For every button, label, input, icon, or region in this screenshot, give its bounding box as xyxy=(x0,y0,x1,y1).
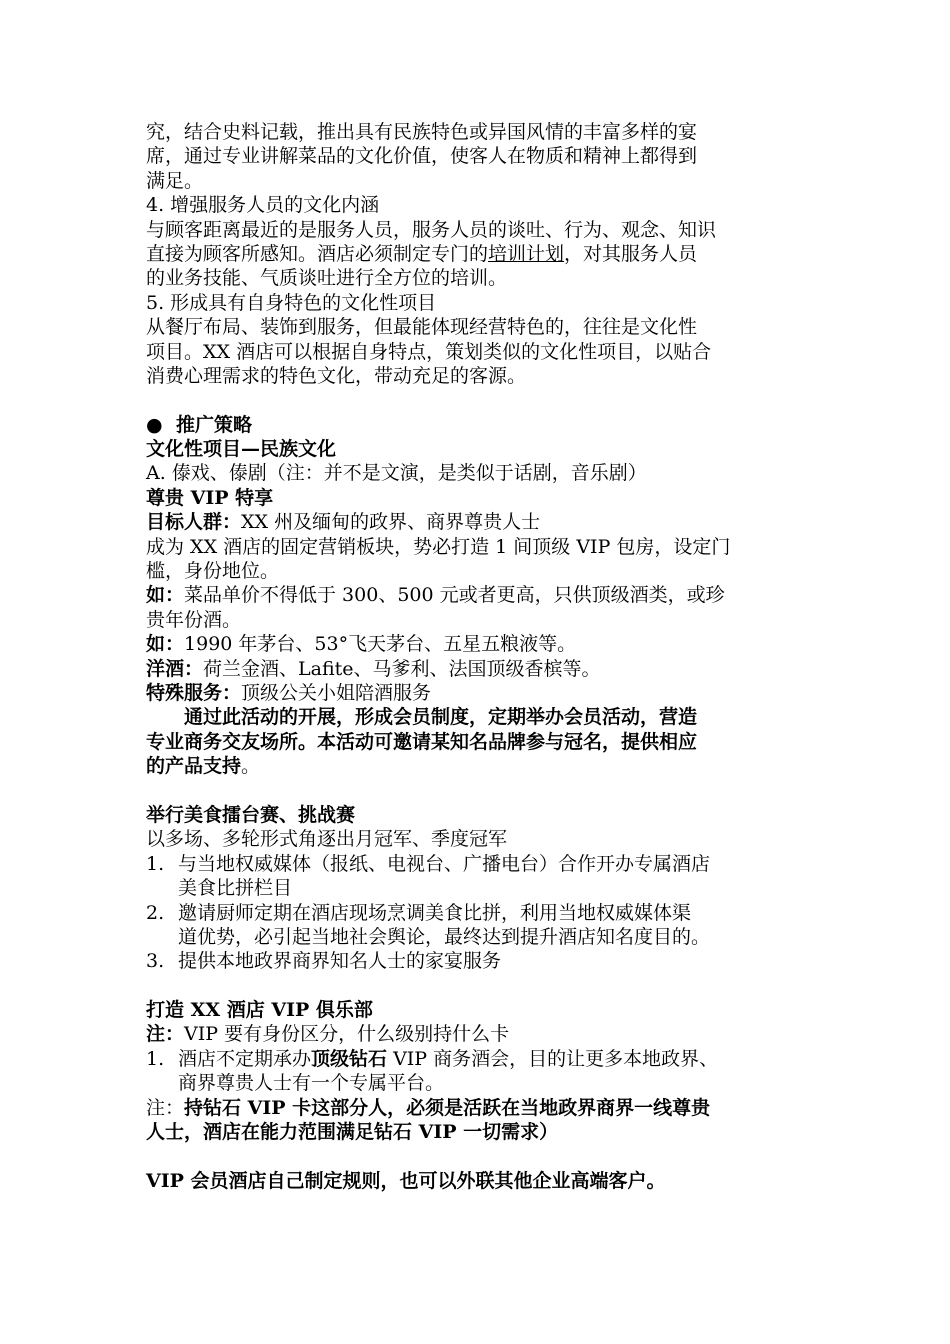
spacer xyxy=(146,1144,792,1168)
bold-paragraph-line xyxy=(146,754,792,778)
list-text: 提供本地政界商界知名人士的家宴服务 xyxy=(178,950,502,973)
bold-paragraph-line: 通过此活动的开展，形成会员制度，定期举办会员活动，营造 xyxy=(184,706,698,729)
paragraph-line xyxy=(146,242,792,266)
note-label: 注： xyxy=(146,1096,185,1119)
paragraph-line: 贵年份酒。 xyxy=(146,608,242,631)
culture-title: 文化性项目—民族文化 xyxy=(146,438,337,461)
list-item-continuation: 商界尊贵人士有一个专属平台。 xyxy=(178,1072,445,1095)
paragraph-line: 席，通过专业讲解菜品的文化价值，使客人在物质和精神上都得到 xyxy=(146,145,698,168)
paragraph-line: 满足。 xyxy=(146,169,204,192)
note-bold-line: 人士，酒店在能力范围满足钻石 VIP 一切需求） xyxy=(146,1121,559,1144)
example-text: 1990 年茅台、53°飞天茅台、五星五粮液等。 xyxy=(184,633,577,656)
list-item-continuation: 美食比拼栏目 xyxy=(178,877,293,900)
special-text: 顶级公关小姐陪酒服务 xyxy=(241,681,432,704)
list-number: 1. xyxy=(146,1047,165,1070)
paragraph-line: 项目。XX 酒店可以根据自身特点，策划类似的文化性项目，以贴合 xyxy=(146,340,712,363)
list-item xyxy=(146,1047,792,1071)
paragraph-line: 从餐厅布局、装饰到服务，但最能体现经营特色的，往往是文化性 xyxy=(146,316,698,339)
target-text: XX 州及缅甸的政界、商界尊贵人士 xyxy=(241,511,541,534)
training-plan-link[interactable]: 培训计划 xyxy=(488,242,565,265)
note-text: VIP 要有身份区分，什么级别持什么卡 xyxy=(184,1023,510,1046)
document-page xyxy=(146,120,792,1193)
spacer xyxy=(146,779,792,803)
list-number: 3. xyxy=(146,950,165,973)
paragraph-line: 成为 XX 酒店的固定营销板块，势必打造 1 间顶级 VIP 包房，设定门 xyxy=(146,535,731,558)
culture-item: A. 傣戏、傣剧（注：并不是文演，是类似于话剧，音乐剧） xyxy=(146,462,647,485)
final-line: VIP 会员酒店自己制定规则，也可以外联其他企业高端客户。 xyxy=(146,1169,666,1192)
example-line xyxy=(146,583,792,607)
example-text: 菜品单价不得低于 300、500 元或者更高，只供顶级酒类，或珍 xyxy=(184,584,725,607)
list-number: 1. xyxy=(146,852,165,875)
special-label: 特殊服务： xyxy=(146,681,242,704)
bullet-icon: ● xyxy=(146,413,163,436)
note-bold-text: 持钻石 VIP 卡这部分人，必须是活跃在当地政界商界一线尊贵 xyxy=(184,1096,711,1119)
list-text: 与当地权威媒体（报纸、电视台、广播电台）合作开办专属酒店 xyxy=(178,852,711,875)
section-heading-4: 4. 增强服务人员的文化内涵 xyxy=(146,194,380,217)
special-line xyxy=(146,681,792,705)
wine-line xyxy=(146,657,792,681)
list-text: 酒店不定期承办 xyxy=(178,1047,312,1070)
paragraph-line: 消费心理需求的特色文化，带动充足的客源。 xyxy=(146,364,527,387)
list-item xyxy=(146,901,792,925)
note-label: 注： xyxy=(146,1023,185,1046)
paragraph-text: ，对其服务人员 xyxy=(564,242,698,265)
spacer xyxy=(146,388,792,412)
list-text: 邀请厨师定期在酒店现场烹调美食比拼，利用当地权威媒体渠 xyxy=(178,901,692,924)
example-line xyxy=(146,632,792,656)
example-label: 如： xyxy=(146,633,185,656)
list-item xyxy=(146,949,792,973)
list-text: VIP 商务酒会，目的让更多本地政界、 xyxy=(387,1047,719,1070)
example-label: 如： xyxy=(146,584,185,607)
paragraph-text: 直接为顾客所感知。酒店必须制定专门的 xyxy=(146,242,489,265)
promo-heading xyxy=(146,413,792,437)
paragraph-line: 的业务技能、气质谈吐进行全方位的培训。 xyxy=(146,267,508,290)
section-heading-5: 5. 形成具有自身特色的文化性项目 xyxy=(146,291,437,314)
contest-intro: 以多场、多轮形式角逐出月冠军、季度冠军 xyxy=(146,828,508,851)
paragraph-text: 。 xyxy=(241,755,261,778)
paragraph-line: 槛，身份地位。 xyxy=(146,560,280,583)
club-title: 打造 XX 酒店 VIP 俱乐部 xyxy=(146,999,373,1022)
paragraph-line: 与顾客距离最近的是服务人员，服务人员的谈吐、行为、观念、知识 xyxy=(146,218,717,241)
list-item-continuation: 道优势，必引起当地社会舆论，最终达到提升酒店知名度目的。 xyxy=(178,925,711,948)
note-line xyxy=(146,1096,792,1120)
wine-label: 洋酒： xyxy=(146,657,204,680)
note-line xyxy=(146,1022,792,1046)
contest-title: 举行美食擂台赛、挑战赛 xyxy=(146,803,356,826)
paragraph-line: 究，结合史料记载，推出具有民族特色或异国风情的丰富多样的宴 xyxy=(146,121,698,143)
spacer xyxy=(146,974,792,998)
list-bold-text: 顶级钻石 xyxy=(311,1047,388,1070)
list-item xyxy=(146,852,792,876)
list-number: 2. xyxy=(146,901,165,924)
wine-text: 荷兰金酒、Lafite、马爹利、法国顶级香槟等。 xyxy=(203,657,601,680)
target-label: 目标人群： xyxy=(146,511,242,534)
target-line xyxy=(146,510,792,534)
bold-paragraph-line: 专业商务交友场所。本活动可邀请某知名品牌参与冠名，提供相应 xyxy=(146,730,698,753)
bold-text: 的产品支持 xyxy=(146,755,242,778)
vip-title: 尊贵 VIP 特享 xyxy=(146,486,274,509)
promo-heading-text: 推广策略 xyxy=(176,413,253,436)
